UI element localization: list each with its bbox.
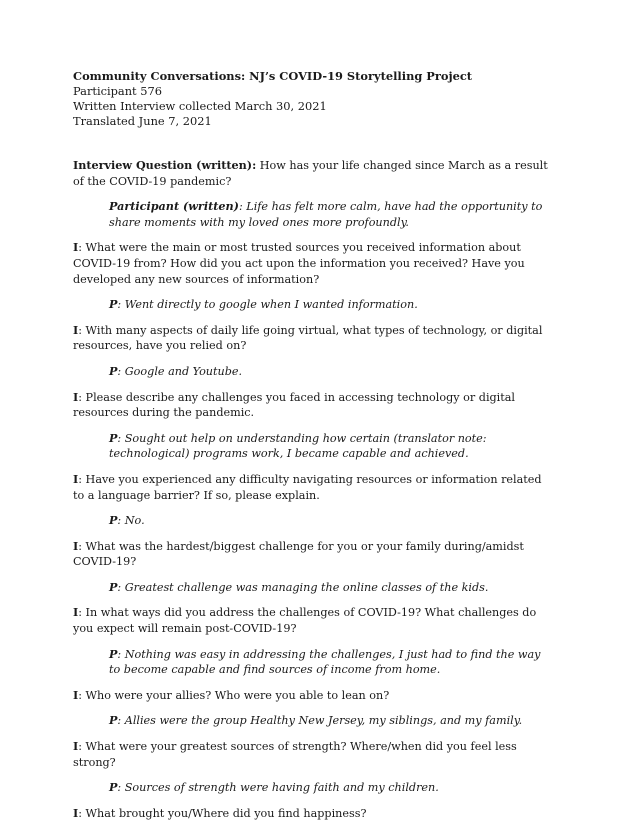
question-text: : What were your greatest sources of strength? Where/when did you feel less strong? <box>73 740 517 769</box>
question-text: : In what ways did you address the challenges of COVID-19? What challenges do you expect will remain post-COVID-19? <box>73 606 537 636</box>
question-label: I <box>73 605 79 620</box>
interview-question <box>73 158 548 189</box>
answer-label: P <box>109 713 118 728</box>
interview-question <box>73 240 548 287</box>
answer-text: : No. <box>117 514 145 528</box>
answer-label: P <box>109 646 118 661</box>
question-text: : Please describe any challenges you faced in accessing technology or digital resources during the pandemic. <box>73 390 516 420</box>
interview-question <box>73 323 548 354</box>
question-label: I <box>73 739 79 754</box>
interview-question <box>73 390 548 421</box>
interview-question <box>73 688 548 704</box>
answer-label: P <box>109 579 118 594</box>
answer-text: : Sought out help on understanding how certain (translator note: technological) programs work, I became capable and achieved. <box>109 431 487 461</box>
question-text: : What was the hardest/biggest challenge for you or your family during/amidst COVID-19? <box>73 539 524 569</box>
question-label: I <box>73 471 79 486</box>
answer-label: P <box>109 297 118 312</box>
participant-answer <box>109 364 548 380</box>
question-label: I <box>73 240 79 255</box>
participant-answer <box>109 647 548 678</box>
document-header <box>73 69 548 129</box>
answer-text: : Life has felt more calm, have had the opportunity to share moments with my loved ones more profoundly. <box>109 200 543 229</box>
answer-text: : Sources of strength were having faith and my children. <box>117 781 439 795</box>
participant-answer <box>109 580 548 596</box>
translated-date: Translated June 7, 2021 <box>73 114 212 128</box>
answer-text: : Went directly to google when I wanted information. <box>117 298 418 312</box>
document-title: Community Conversations: NJ’s COVID-19 Storytelling Project <box>73 69 473 83</box>
answer-label: P <box>109 363 118 378</box>
question-label: I <box>73 687 79 702</box>
answer-label: P <box>109 780 118 795</box>
answer-text: : Google and Youtube. <box>117 364 243 378</box>
interview-body <box>73 158 548 821</box>
answer-text: : Allies were the group Healthy New Jersey, my siblings, and my family. <box>117 714 523 728</box>
question-label: I <box>73 805 79 820</box>
participant-answer <box>109 780 548 796</box>
question-text: : With many aspects of daily life going virtual, what types of technology, or digital resources, have you relied on? <box>73 323 543 353</box>
answer-text: : Nothing was easy in addressing the challenges, I just had to find the way to become capable and find sources of income from home. <box>109 647 541 677</box>
participant-answer <box>109 199 548 230</box>
participant-answer <box>109 713 548 729</box>
question-label: I <box>73 389 79 404</box>
participant-answer <box>109 431 548 462</box>
question-text: : What brought you/Where did you find happiness? <box>78 806 367 820</box>
interview-question <box>73 539 548 570</box>
interview-question <box>73 472 548 503</box>
interview-question <box>73 739 548 770</box>
question-label: I <box>73 538 79 553</box>
answer-label: P <box>109 430 118 445</box>
participant-answer <box>109 513 548 529</box>
question-label: Interview Question (written): <box>73 158 257 172</box>
participant-id: Participant 576 <box>73 84 162 98</box>
answer-label: Participant (written) <box>109 199 239 214</box>
participant-answer <box>109 297 548 313</box>
interview-question <box>73 806 548 821</box>
question-text: : Have you experienced any difficulty navigating resources or information related to a language barrier? If so, please explain. <box>73 472 542 502</box>
question-text: : What were the main or most trusted sources you received information about COVID-19 from? How did you act upon the information you received? Have you developed any new sources of information? <box>73 241 525 286</box>
answer-label: P <box>109 513 118 528</box>
question-text: How has your life changed since March as a result of the COVID-19 pandemic? <box>73 159 548 188</box>
answer-text: : Greatest challenge was managing the online classes of the kids. <box>117 580 489 594</box>
question-label: I <box>73 322 79 337</box>
collected-date: Written Interview collected March 30, 2021 <box>73 99 327 113</box>
question-text: : Who were your allies? Who were you able to lean on? <box>78 688 390 702</box>
interview-question <box>73 605 548 636</box>
